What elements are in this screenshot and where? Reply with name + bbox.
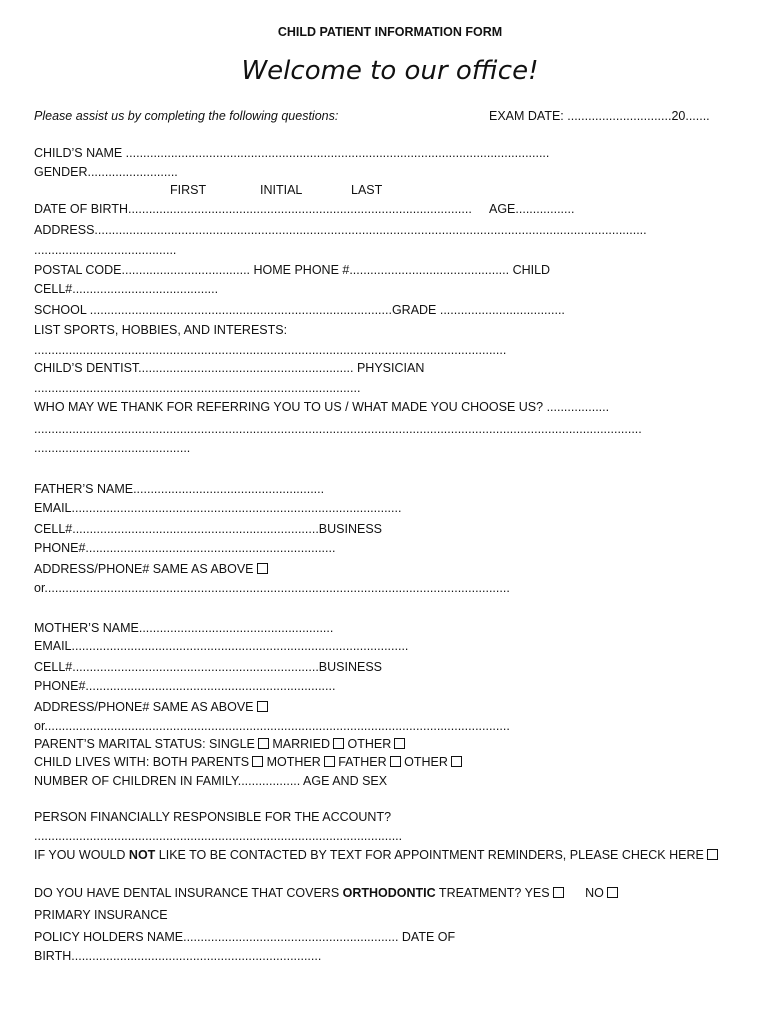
other-lives-checkbox[interactable] <box>451 756 462 767</box>
insurance-yes-label: TREATMENT? YES <box>435 886 550 900</box>
mother-or-field[interactable]: or...................................................................................................................................... <box>34 719 510 733</box>
welcome-heading: Welcome to our office! <box>241 56 539 86</box>
mother-checkbox[interactable] <box>324 756 335 767</box>
dentist-physician-field[interactable]: CHILD’S DENTIST.............................................................. PHYSICIAN <box>34 361 425 375</box>
father-same-checkbox[interactable] <box>257 563 268 574</box>
both-parents-label: CHILD LIVES WITH: BOTH PARENTS <box>34 755 250 769</box>
father-same-address <box>34 561 268 577</box>
text-reminder-not: NOT <box>128 848 156 862</box>
referral-question[interactable]: WHO MAY WE THANK FOR REFERRING YOU TO US / WHAT MADE YOU CHOOSE US? .................. <box>34 400 610 414</box>
initial-label: INITIAL <box>260 183 303 197</box>
single-checkbox[interactable] <box>258 738 269 749</box>
policy-holder-birth-field[interactable]: BIRTH........................................................................ <box>34 949 322 963</box>
text-reminder-pre: IF YOU WOULD <box>34 848 129 862</box>
other-lives-label: OTHER <box>404 755 448 769</box>
text-reminder-row <box>34 847 718 863</box>
sports-label: LIST SPORTS, HOBBIES, AND INTERESTS: <box>34 323 288 337</box>
financial-field[interactable]: .......................................................................................................... <box>34 829 403 843</box>
insurance-no-label: NO <box>585 886 604 900</box>
insurance-question-row <box>34 885 618 901</box>
both-parents-checkbox[interactable] <box>252 756 263 767</box>
physician-field[interactable]: .............................................................................................. <box>34 381 361 395</box>
mother-cell-field[interactable]: CELL#.......................................................................BUSINESS <box>34 660 383 674</box>
no-checkbox[interactable] <box>607 887 618 898</box>
last-label: LAST <box>351 183 383 197</box>
address-field[interactable]: ADDRESS............................................................................................................................................................... <box>34 223 647 237</box>
marital-status-row <box>34 736 405 752</box>
financial-label: PERSON FINANCIALLY RESPONSIBLE FOR THE ACCOUNT? <box>34 810 392 824</box>
school-grade-field[interactable]: SCHOOL .......................................................................................GRADE .................................... <box>34 303 565 317</box>
mother-same-address <box>34 699 268 715</box>
intro-text: Please assist us by completing the following questions: <box>34 109 339 123</box>
father-label: FATHER <box>338 755 387 769</box>
sports-field[interactable]: ........................................................................................................................................ <box>34 343 507 357</box>
married-label: MARRIED <box>272 737 331 751</box>
father-cell-field[interactable]: CELL#.......................................................................BUSINESS <box>34 522 383 536</box>
mother-label: MOTHER <box>266 755 321 769</box>
mother-same-checkbox[interactable] <box>257 701 268 712</box>
married-checkbox[interactable] <box>333 738 344 749</box>
referral-line-1[interactable]: ............................................................................................................................................................................... <box>34 422 642 436</box>
primary-insurance-label: PRIMARY INSURANCE <box>34 908 168 922</box>
other-checkbox[interactable] <box>394 738 405 749</box>
exam-date-field[interactable]: EXAM DATE: ..............................20....... <box>489 109 710 123</box>
first-label: FIRST <box>170 183 207 197</box>
form-title: CHILD PATIENT INFORMATION FORM <box>277 25 503 39</box>
lives-with-row <box>34 754 462 770</box>
childs-name-field[interactable]: CHILD’S NAME .......................................................................................................................... <box>34 146 550 160</box>
mother-phone-field[interactable]: PHONE#........................................................................ <box>34 679 336 693</box>
father-email-field[interactable]: EMAIL............................................................................................... <box>34 501 402 515</box>
gender-field[interactable]: GENDER.......................... <box>34 165 178 179</box>
insurance-pre: DO YOU HAVE DENTAL INSURANCE THAT COVERS <box>34 886 343 900</box>
mother-same-label: ADDRESS/PHONE# SAME AS ABOVE <box>34 700 254 714</box>
children-in-family-field[interactable]: NUMBER OF CHILDREN IN FAMILY.................. AGE AND SEX <box>34 774 388 788</box>
age-field[interactable]: AGE................. <box>489 202 575 216</box>
yes-checkbox[interactable] <box>553 887 564 898</box>
father-same-label: ADDRESS/PHONE# SAME AS ABOVE <box>34 562 254 576</box>
text-reminder-post: LIKE TO BE CONTACTED BY TEXT FOR APPOINTMENT REMINDERS, PLEASE CHECK HERE <box>155 848 704 862</box>
other-label: OTHER <box>347 737 392 751</box>
insurance-ortho: ORTHODONTIC <box>342 886 436 900</box>
father-or-field[interactable]: or...................................................................................................................................... <box>34 581 510 595</box>
father-checkbox[interactable] <box>390 756 401 767</box>
marital-single-label: PARENT’S MARITAL STATUS: SINGLE <box>34 737 255 751</box>
policy-holder-field[interactable]: POLICY HOLDERS NAME.............................................................. DATE OF <box>34 930 456 944</box>
mothers-name-field[interactable]: MOTHER’S NAME........................................................ <box>34 621 334 635</box>
mother-email-field[interactable]: EMAIL................................................................................................. <box>34 639 409 653</box>
text-reminder-checkbox[interactable] <box>707 849 718 860</box>
address-line-2[interactable]: ......................................... <box>34 243 177 257</box>
date-of-birth-field[interactable]: DATE OF BIRTH................................................................................................... <box>34 202 472 216</box>
referral-line-2[interactable]: ............................................. <box>34 441 191 455</box>
postal-home-phone-field[interactable]: POSTAL CODE..................................... HOME PHONE #.............................................. CHILD <box>34 263 551 277</box>
fathers-name-field[interactable]: FATHER’S NAME....................................................... <box>34 482 325 496</box>
child-cell-field[interactable]: CELL#.......................................... <box>34 282 219 296</box>
father-phone-field[interactable]: PHONE#........................................................................ <box>34 541 336 555</box>
